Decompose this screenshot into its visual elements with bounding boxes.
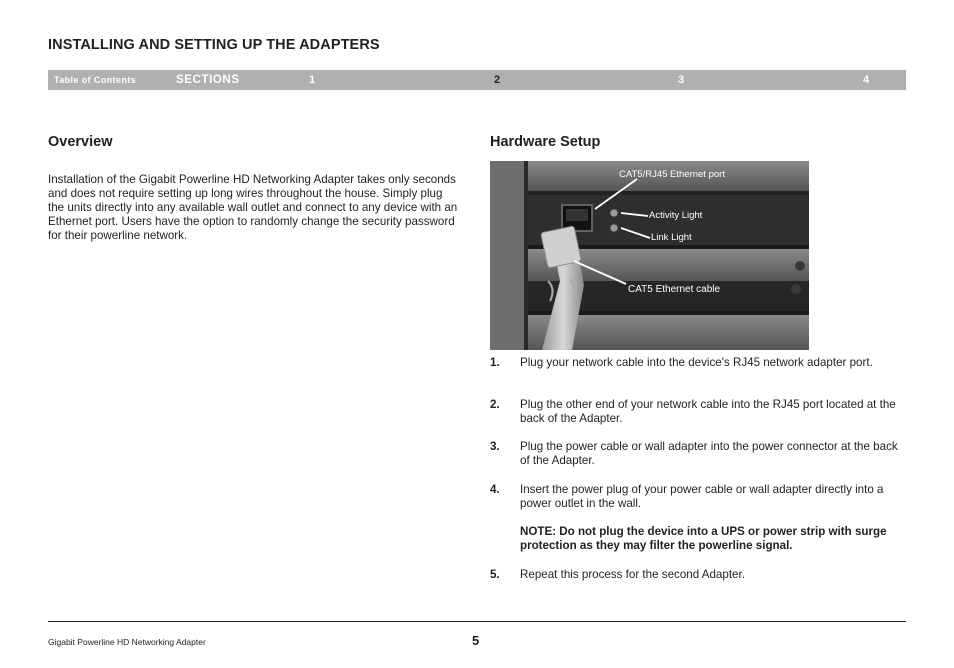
note-warning: NOTE: Do not plug the device into a UPS or power strip with surge protection as they may filter the powerline signal. — [520, 525, 887, 552]
section-link-3[interactable]: 3 — [678, 74, 685, 86]
step-text: Insert the power plug of your power cable or wall adapter directly into a power outlet in the wall. — [520, 483, 884, 510]
overview-heading: Overview — [48, 134, 113, 150]
step-text: Plug your network cable into the device's RJ45 network adapter port. — [520, 356, 873, 369]
step-number: 5. — [490, 568, 500, 581]
footer-divider — [48, 621, 906, 622]
sections-label: SECTIONS — [176, 74, 240, 86]
section-link-1[interactable]: 1 — [309, 74, 316, 86]
step-number: 2. — [490, 398, 500, 411]
figure-label-activity: Activity Light — [649, 210, 703, 221]
step-number: 4. — [490, 483, 500, 496]
figure-label-port: CAT5/RJ45 Ethernet port — [619, 169, 725, 180]
table-of-contents-link[interactable]: Table of Contents — [54, 75, 137, 85]
figure-label-link: Link Light — [651, 232, 692, 243]
section-link-4[interactable]: 4 — [863, 74, 870, 86]
step-number: 3. — [490, 440, 500, 453]
figure-label-cable: CAT5 Ethernet cable — [628, 284, 721, 295]
section-link-2[interactable]: 2 — [494, 74, 501, 86]
step-text: Repeat this process for the second Adapter. — [520, 568, 745, 581]
step-text: Plug the power cable or wall adapter into the power connector at the back of the Adapter. — [520, 440, 898, 467]
section-nav-bar — [48, 70, 906, 90]
overview-body: Installation of the Gigabit Powerline HD Networking Adapter takes only seconds and does not require setting up long wires throughout the house. Simply plug the units directly into any available wall outlet and connect to any device with an Ethernet port. Users have the option to randomly change the security password for their powerline network. — [48, 173, 458, 242]
page-number: 5 — [472, 633, 480, 648]
step-number: 1. — [490, 356, 500, 369]
hardware-photo — [490, 161, 809, 350]
hardware-setup-heading: Hardware Setup — [490, 134, 601, 150]
page-title: INSTALLING AND SETTING UP THE ADAPTERS — [48, 37, 380, 53]
step-text: Plug the other end of your network cable into the RJ45 port located at the back of the Adapter. — [520, 398, 896, 425]
footer-product-name: Gigabit Powerline HD Networking Adapter — [48, 637, 206, 647]
